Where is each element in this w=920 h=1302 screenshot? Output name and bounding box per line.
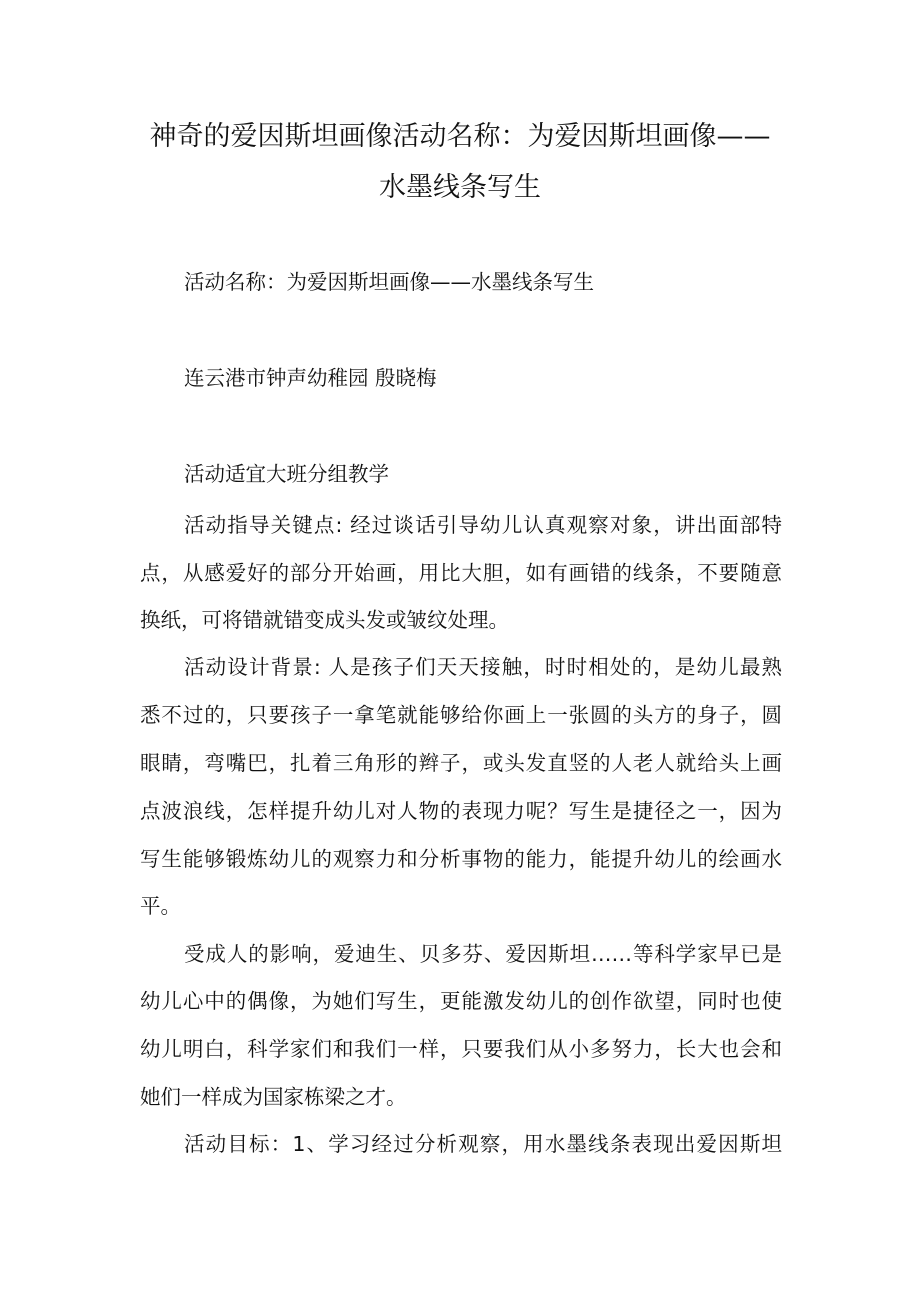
influence-line-3: 幼儿明白，科学家们和我们一样，只要我们从小多努力，长大也会和 (140, 1037, 782, 1061)
author-line: 连云港市钟声幼稚园 殷晓梅 (184, 366, 437, 390)
suitable-for: 活动适宜大班分组教学 (184, 462, 389, 486)
background-line-1: 活动设计背景: 人是孩子们天天接触，时时相处的，是幼儿最熟 (184, 655, 782, 679)
document-title-line-2: 水墨线条写生 (379, 172, 541, 203)
key-points-line-2: 点，从感爱好的部分开始画，用比大胆，如有画错的线条，不要随意 (140, 561, 782, 585)
background-line-2: 悉不过的，只要孩子一拿笔就能够给你画上一张圆的头方的身子，圆 (140, 703, 782, 727)
key-points-line-1: 活动指导关键点: 经过谈话引导幼儿认真观察对象，讲出面部特 (184, 513, 782, 537)
influence-line-1: 受成人的影响，爱迪生、贝多芬、爱因斯坦……等科学家早已是 (184, 942, 782, 966)
goals-line-1: 活动目标：1、学习经过分析观察，用水墨线条表现出爱因斯坦 (184, 1132, 782, 1156)
activity-name: 活动名称：为爱因斯坦画像——水墨线条写生 (184, 270, 594, 294)
background-line-3: 眼睛，弯嘴巴，扎着三角形的辫子，或头发直竖的人老人就给头上画 (140, 751, 782, 775)
influence-line-4: 她们一样成为国家栋梁之才。 (140, 1085, 407, 1109)
background-line-5: 写生能够锻炼幼儿的观察力和分析事物的能力，能提升幼儿的绘画水 (140, 847, 782, 871)
key-points-line-3: 换纸，可将错就错变成头发或皱纹处理。 (140, 608, 509, 632)
background-line-4: 点波浪线，怎样提升幼儿对人物的表现力呢？写生是捷径之一，因为 (140, 799, 782, 823)
influence-line-2: 幼儿心中的偶像，为她们写生，更能激发幼儿的创作欲望，同时也使 (140, 989, 782, 1013)
background-line-6: 平。 (140, 894, 181, 918)
document-title-line-1: 神奇的爱因斯坦画像活动名称：为爱因斯坦画像—— (149, 121, 771, 152)
